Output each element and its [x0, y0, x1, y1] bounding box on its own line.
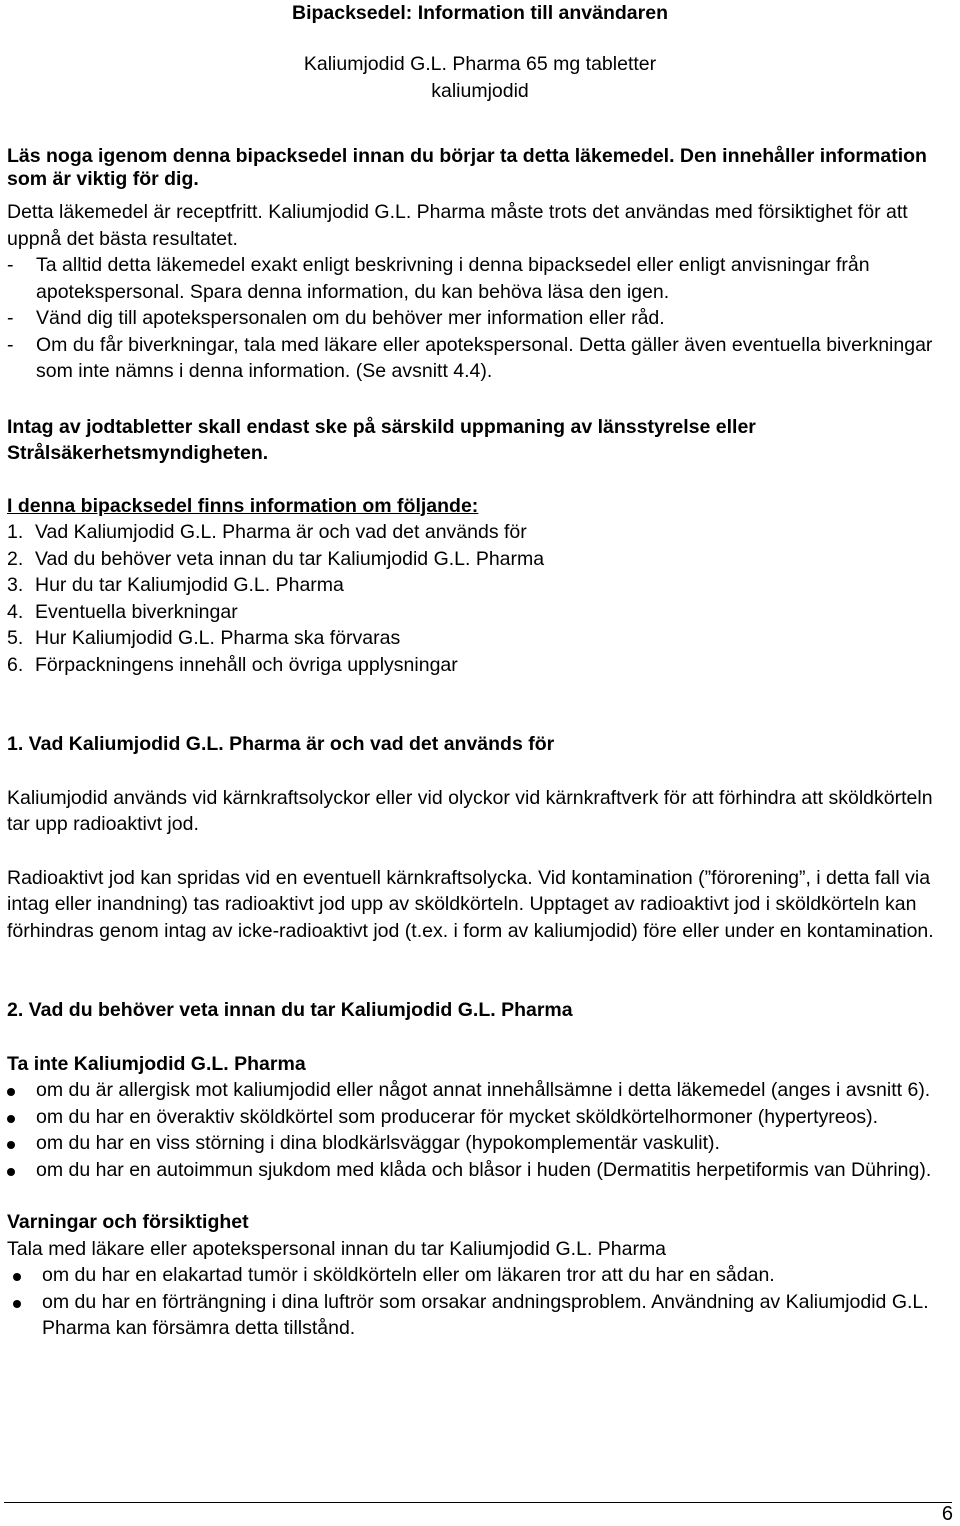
page-number: 6: [941, 1503, 953, 1525]
table-of-contents: [7, 493, 953, 679]
toc-item: 5. Hur Kaliumjodid G.L. Pharma ska förvaras: [7, 627, 401, 649]
toc-heading: I denna bipacksedel finns information om följande:: [7, 494, 479, 517]
precautions-intro: Tala med läkare eller apotekspersonal innan du tar Kaliumjodid G.L. Pharma: [7, 1237, 667, 1260]
bullet-icon: [13, 1273, 21, 1281]
precautions-list: [7, 1262, 953, 1342]
toc-item: 3. Hur du tar Kaliumjodid G.L. Pharma: [7, 574, 344, 596]
toc-item: 2. Vad du behöver veta innan du tar Kaliumjodid G.L. Pharma: [7, 547, 545, 570]
list-item: om du har en autoimmun sjukdom med klåda och blåsor i huden (Dermatitis herpetiformis van Dühring).: [7, 1157, 953, 1184]
bullet-icon: [7, 1115, 15, 1123]
toc-item: 6. Förpackningens innehåll och övriga upplysningar: [7, 653, 458, 676]
section-1-paragraph: Kaliumjodid används vid kärnkraftsolyckor eller vid olyckor vid kärnkraftverk för att förhindra att sköldkörteln tar upp radioaktivt jod.: [7, 786, 933, 835]
bullet-icon: [13, 1300, 21, 1308]
read-carefully-note: Läs noga igenom denna bipacksedel innan du börjar ta detta läkemedel. Den innehåller information som är viktig för dig.: [7, 145, 927, 190]
bullet-icon: [7, 1141, 15, 1149]
toc-item: 1. Vad Kaliumjodid G.L. Pharma är och vad det används för: [7, 521, 527, 543]
section-2: [7, 997, 953, 1342]
prescription-note: Detta läkemedel är receptfritt. Kaliumjodid G.L. Pharma måste trots det användas med försiktighet för att uppnå det bästa resultatet.: [7, 201, 908, 250]
bullet-icon: [7, 1168, 15, 1176]
substance-name: kaliumjodid: [431, 80, 529, 102]
section-2-heading: 2. Vad du behöver veta innan du tar Kaliumjodid G.L. Pharma: [7, 999, 573, 1021]
bullet-icon: [7, 1088, 15, 1096]
do-not-take-list: [7, 1077, 953, 1183]
list-item: om du är allergisk mot kaliumjodid eller något annat innehållsämne i detta läkemedel (anges i avsnitt 6).: [7, 1077, 953, 1104]
product-name: Kaliumjodid G.L. Pharma 65 mg tabletter: [303, 53, 657, 75]
intro-section: [7, 145, 953, 385]
list-item-text: Vänd dig till apotekspersonalen om du behöver mer information eller råd.: [36, 307, 665, 329]
list-item: om du har en viss störning i dina blodkärlsväggar (hypokomplementär vaskulit).: [7, 1130, 953, 1157]
list-item: [7, 332, 953, 385]
document-title: Bipacksedel: Information till användaren: [291, 2, 668, 24]
section-1: [7, 731, 953, 944]
dash-marker: -: [7, 307, 14, 329]
leaflet-page: [7, 0, 953, 1342]
dash-marker: -: [7, 333, 14, 356]
section-1-paragraph: Radioaktivt jod kan spridas vid en eventuell kärnkraftsolycka. Vid kontamination (”förorening”, i detta fall via intag eller inandning) tas radioaktivt jod upp av sköldkörteln. Upptaget av radioaktivt jod i sköldkörteln kan förhindras genom intag av icke-radioaktivt jod (t.ex. i form av kaliumjodid) före eller under en kontamination.: [7, 866, 934, 942]
list-item: [7, 305, 953, 332]
section-1-heading: 1. Vad Kaliumjodid G.L. Pharma är och vad det används för: [7, 733, 555, 755]
footer-divider: [4, 1502, 952, 1503]
toc-item: 4. Eventuella biverkningar: [7, 600, 238, 623]
authority-warning: Intag av jodtabletter skall endast ske på särskild uppmaning av länsstyrelse eller Strålsäkerhetsmyndigheten.: [7, 415, 756, 464]
intro-points-list: [7, 252, 953, 385]
list-item: om du har en förträngning i dina luftrör som orsakar andningsproblem. Användning av Kaliumjodid G.L. Pharma kan försämra detta tillstånd.: [13, 1289, 953, 1342]
list-item-text: Ta alltid detta läkemedel exakt enligt beskrivning i denna bipacksedel eller enligt anvisningar från apotekspersonal. Spara denna information, du kan behöva läsa den igen.: [36, 254, 870, 303]
dash-marker: -: [7, 254, 14, 276]
list-item-text: Om du får biverkningar, tala med läkare eller apotekspersonal. Detta gäller även eventuella biverkningar som inte nämns i denna information. (Se avsnitt 4.4).: [36, 333, 933, 382]
list-item: om du har en elakartad tumör i sköldkörteln eller om läkaren tror att du har en sådan.: [13, 1262, 953, 1289]
list-item: [7, 252, 953, 305]
list-item: om du har en överaktiv sköldkörtel som producerar för mycket sköldkörtelhormoner (hypertyreos).: [7, 1104, 953, 1131]
precautions-heading: Varningar och försiktighet: [7, 1211, 249, 1233]
toc-list: [7, 519, 953, 678]
do-not-take-heading: Ta inte Kaliumjodid G.L. Pharma: [7, 1052, 306, 1075]
